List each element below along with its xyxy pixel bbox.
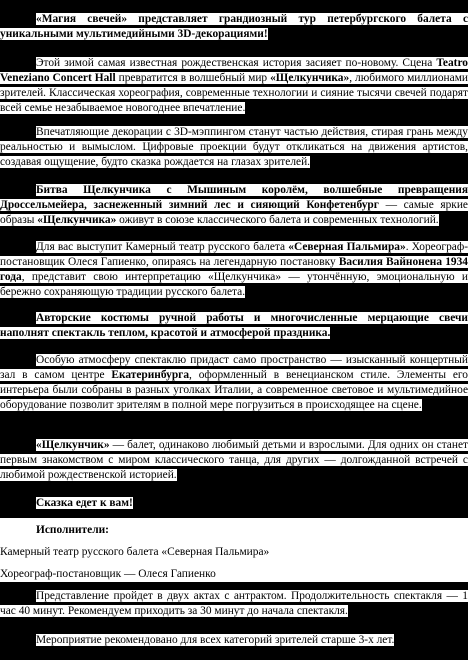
hall-text-1: Особую атмосферу спектаклю придаст само пространство — изысканный концертный зал в самом центре bbox=[0, 354, 468, 381]
nutcracker-bold-2: «Щелкунчика» bbox=[37, 214, 117, 226]
venue-name-bold: Teatro Veneziano Concert Hall bbox=[0, 57, 468, 84]
ballet-paragraph bbox=[0, 438, 468, 483]
troupe-text-3: , представит свою интерпретацию «Щелкунчика» — утончённую, эмоциональную и бережно сохраняющую традиции русского балета. bbox=[0, 271, 468, 298]
venue-paragraph bbox=[0, 56, 468, 116]
hall-paragraph bbox=[0, 353, 468, 413]
performer-choreographer bbox=[0, 567, 468, 582]
slogan-paragraph bbox=[0, 496, 468, 511]
troupe-text-1: Для вас выступит Камерный театр русского балета bbox=[36, 241, 289, 253]
hall-text-2: , оформленный в венецианском стиле. Элементы его интерьера были собраны в разных уголках Италии, а современное световое и мультимедийное оборудование позволит зрителям в полной мере погрузиться в происходящее на сцене. bbox=[0, 369, 468, 411]
city-bold: Екатеринбурга bbox=[111, 369, 190, 381]
nutcracker-bold-3: «Щелкунчик» bbox=[36, 439, 110, 451]
slogan-bold: Сказка едет к вам! bbox=[36, 497, 133, 509]
images-text-2: оживут в союзе классического балета и современных технологий. bbox=[116, 214, 439, 226]
venue-text-1: Этой зимой самая известная рождественская история засияет по-новому. Сцена bbox=[36, 57, 437, 69]
vainonen-bold: Василия Вайнонена 1934 года bbox=[0, 256, 468, 283]
performers-heading bbox=[0, 523, 468, 538]
performer-choreographer-text: Хореограф-постановщик — Олеся Гапиенко bbox=[0, 568, 216, 580]
images-text-1: — самые яркие образы bbox=[0, 199, 468, 226]
intro-bold-text: «Магия свечей» представляет грандиозный тур петербургского балета с уникальными мультимедийными 3D-декорациями! bbox=[0, 13, 468, 40]
costumes-bold: Авторские костюмы ручной работы и многочисленные мерцающие свечи наполнят спектакль теплом, красотой и атмосферой праздника. bbox=[0, 312, 468, 339]
venue-text-2: превратится в волшебный мир bbox=[115, 72, 271, 84]
mapping-paragraph bbox=[0, 125, 468, 170]
age-text: Мероприятие рекомендовано для всех категорий зрителей старше 3-х лет. bbox=[36, 634, 395, 646]
nutcracker-bold: «Щелкунчика» bbox=[270, 72, 350, 84]
performer-troupe bbox=[0, 545, 468, 560]
age-paragraph bbox=[0, 633, 468, 648]
venue-text-3: , любимого миллионами зрителей. Классическая хореография, современные технологии и сияние тысячи свечей подарят всей семье незабываемое новогоднее впечатление. bbox=[0, 72, 468, 114]
mapping-text: Впечатляющие декорации с 3D-мэппингом станут частью действия, стирая грань между реальностью и вымыслом. Цифровые проекции будут откликаться на движения артистов, создавая ощущение, будто сказка рождается на глазах зрителей. bbox=[0, 126, 468, 168]
troupe-text-2: . Хореограф-постановщик Олеся Гапиенко, опираясь на легендарную постановку bbox=[0, 241, 468, 268]
performers-heading-bold: Исполнители: bbox=[36, 524, 109, 536]
duration-paragraph bbox=[0, 589, 468, 619]
duration-text: Представление пройдет в двух актах с антрактом. Продолжительность спектакля — 1 час 40 минут. Рекомендуем приходить за 30 минут до начала спектакля. bbox=[0, 590, 468, 617]
troupe-paragraph bbox=[0, 240, 468, 300]
intro-paragraph bbox=[0, 12, 468, 42]
troupe-name-bold: «Северная Пальмира» bbox=[288, 241, 406, 253]
images-paragraph bbox=[0, 183, 468, 228]
costumes-paragraph bbox=[0, 311, 468, 341]
battle-bold: Битва Щелкунчика с Мышиным королём, волшебные превращения Дроссельмейера, заснеженный зимний лес и сияющий Конфетенбург bbox=[0, 184, 468, 211]
ballet-text: — балет, одинаково любимый детьми и взрослыми. Для одних он станет первым знакомством с миром классического танца, для других — долгожданной встречей с любимой рождественской историей. bbox=[0, 439, 468, 481]
performer-troupe-text: Камерный театр русского балета «Северная Пальмира» bbox=[0, 546, 270, 558]
